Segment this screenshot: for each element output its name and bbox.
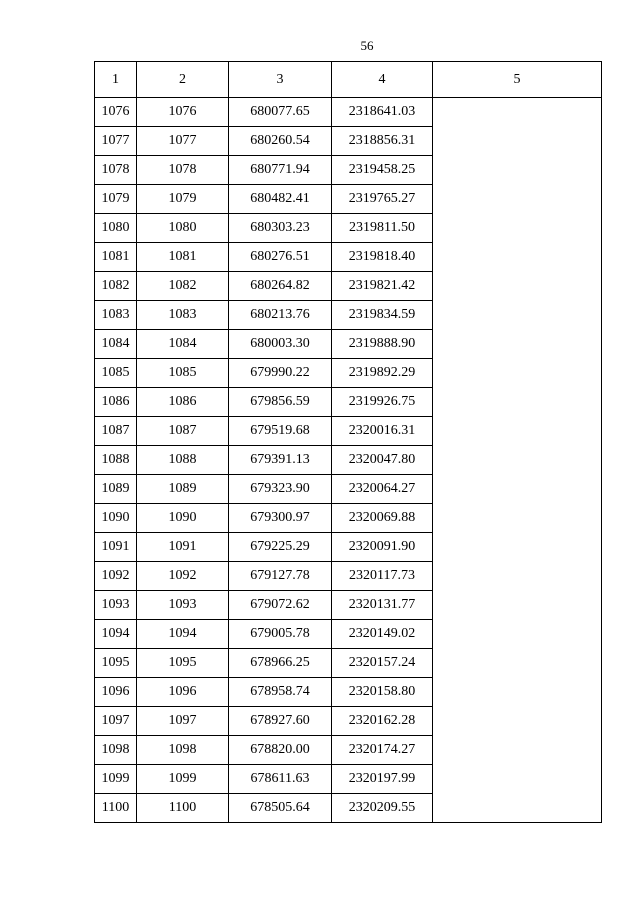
cell-col-1: 1094 xyxy=(95,620,137,649)
cell-col-1: 1098 xyxy=(95,736,137,765)
header-col-5: 5 xyxy=(433,62,602,98)
cell-col-2: 1098 xyxy=(137,736,229,765)
cell-col-4: 2320069.88 xyxy=(332,504,433,533)
header-row xyxy=(95,62,602,98)
cell-col-2: 1085 xyxy=(137,359,229,388)
cell-col-3: 680003.30 xyxy=(229,330,332,359)
cell-col-3: 680077.65 xyxy=(229,98,332,127)
cell-col-3: 679225.29 xyxy=(229,533,332,562)
cell-col-2: 1091 xyxy=(137,533,229,562)
cell-col-3: 679856.59 xyxy=(229,388,332,417)
cell-col-1: 1083 xyxy=(95,301,137,330)
cell-col-1: 1087 xyxy=(95,417,137,446)
cell-col-3: 680260.54 xyxy=(229,127,332,156)
cell-col-1: 1093 xyxy=(95,591,137,620)
cell-col-4: 2320149.02 xyxy=(332,620,433,649)
cell-col-1: 1089 xyxy=(95,475,137,504)
cell-col-4: 2319888.90 xyxy=(332,330,433,359)
cell-col-2: 1094 xyxy=(137,620,229,649)
cell-col-4: 2319458.25 xyxy=(332,156,433,185)
cell-col-4: 2320209.55 xyxy=(332,794,433,823)
cell-col-4: 2320064.27 xyxy=(332,475,433,504)
header-col-3: 3 xyxy=(229,62,332,98)
cell-col-4: 2319926.75 xyxy=(332,388,433,417)
cell-col-4: 2320091.90 xyxy=(332,533,433,562)
cell-col-1: 1091 xyxy=(95,533,137,562)
cell-col-3: 678966.25 xyxy=(229,649,332,678)
cell-col-2: 1082 xyxy=(137,272,229,301)
cell-col-1: 1076 xyxy=(95,98,137,127)
cell-col-3: 680482.41 xyxy=(229,185,332,214)
cell-col-1: 1082 xyxy=(95,272,137,301)
header-col-4: 4 xyxy=(332,62,433,98)
cell-col-3: 679391.13 xyxy=(229,446,332,475)
cell-col-2: 1092 xyxy=(137,562,229,591)
cell-col-4: 2319892.29 xyxy=(332,359,433,388)
cell-col-1: 1078 xyxy=(95,156,137,185)
cell-col-4: 2319818.40 xyxy=(332,243,433,272)
cell-col-4: 2320174.27 xyxy=(332,736,433,765)
cell-col-4: 2320162.28 xyxy=(332,707,433,736)
cell-col-2: 1095 xyxy=(137,649,229,678)
header-col-1: 1 xyxy=(95,62,137,98)
cell-col-2: 1083 xyxy=(137,301,229,330)
cell-col-2: 1086 xyxy=(137,388,229,417)
cell-col-1: 1096 xyxy=(95,678,137,707)
cell-col-3: 680213.76 xyxy=(229,301,332,330)
cell-col-3: 680771.94 xyxy=(229,156,332,185)
table-row xyxy=(95,98,602,127)
cell-col-1: 1081 xyxy=(95,243,137,272)
cell-col-3: 679990.22 xyxy=(229,359,332,388)
cell-col-3: 678958.74 xyxy=(229,678,332,707)
cell-col-2: 1080 xyxy=(137,214,229,243)
cell-col-3: 680276.51 xyxy=(229,243,332,272)
cell-col-4: 2320158.80 xyxy=(332,678,433,707)
table-body xyxy=(95,98,602,823)
coordinates-table xyxy=(94,61,602,823)
cell-col-4: 2320131.77 xyxy=(332,591,433,620)
cell-col-1: 1077 xyxy=(95,127,137,156)
cell-col-4: 2320197.99 xyxy=(332,765,433,794)
cell-col-3: 678611.63 xyxy=(229,765,332,794)
cell-col-4: 2320117.73 xyxy=(332,562,433,591)
cell-col-4: 2319811.50 xyxy=(332,214,433,243)
cell-col-2: 1076 xyxy=(137,98,229,127)
cell-col-3: 678505.64 xyxy=(229,794,332,823)
cell-col-4: 2319821.42 xyxy=(332,272,433,301)
cell-col-1: 1084 xyxy=(95,330,137,359)
cell-col-3: 680303.23 xyxy=(229,214,332,243)
cell-col-2: 1090 xyxy=(137,504,229,533)
cell-col-4: 2320016.31 xyxy=(332,417,433,446)
cell-col-2: 1093 xyxy=(137,591,229,620)
header-col-2: 2 xyxy=(137,62,229,98)
cell-col-1: 1100 xyxy=(95,794,137,823)
cell-col-2: 1079 xyxy=(137,185,229,214)
cell-col-3: 679072.62 xyxy=(229,591,332,620)
cell-col-2: 1097 xyxy=(137,707,229,736)
cell-col-3: 679323.90 xyxy=(229,475,332,504)
cell-col-3: 679005.78 xyxy=(229,620,332,649)
cell-col-2: 1081 xyxy=(137,243,229,272)
cell-col-1: 1092 xyxy=(95,562,137,591)
cell-col-1: 1097 xyxy=(95,707,137,736)
cell-col-3: 678820.00 xyxy=(229,736,332,765)
cell-col-1: 1090 xyxy=(95,504,137,533)
cell-col-1: 1085 xyxy=(95,359,137,388)
cell-col-4: 2319765.27 xyxy=(332,185,433,214)
cell-col-2: 1087 xyxy=(137,417,229,446)
cell-col-2: 1077 xyxy=(137,127,229,156)
cell-col-1: 1088 xyxy=(95,446,137,475)
cell-col-4: 2318856.31 xyxy=(332,127,433,156)
cell-col-1: 1080 xyxy=(95,214,137,243)
cell-col-4: 2319834.59 xyxy=(332,301,433,330)
cell-col-1: 1079 xyxy=(95,185,137,214)
cell-col-3: 680264.82 xyxy=(229,272,332,301)
table-header xyxy=(95,62,602,98)
cell-col-4: 2320047.80 xyxy=(332,446,433,475)
page-number: 56 xyxy=(360,38,374,53)
cell-col-4: 2320157.24 xyxy=(332,649,433,678)
notes-cell xyxy=(433,98,602,823)
cell-col-4: 2318641.03 xyxy=(332,98,433,127)
cell-col-2: 1088 xyxy=(137,446,229,475)
cell-col-2: 1089 xyxy=(137,475,229,504)
cell-col-3: 679127.78 xyxy=(229,562,332,591)
cell-col-1: 1086 xyxy=(95,388,137,417)
cell-col-2: 1084 xyxy=(137,330,229,359)
cell-col-2: 1078 xyxy=(137,156,229,185)
cell-col-3: 679519.68 xyxy=(229,417,332,446)
cell-col-2: 1096 xyxy=(137,678,229,707)
cell-col-3: 679300.97 xyxy=(229,504,332,533)
cell-col-3: 678927.60 xyxy=(229,707,332,736)
cell-col-2: 1099 xyxy=(137,765,229,794)
cell-col-1: 1099 xyxy=(95,765,137,794)
cell-col-2: 1100 xyxy=(137,794,229,823)
cell-col-1: 1095 xyxy=(95,649,137,678)
